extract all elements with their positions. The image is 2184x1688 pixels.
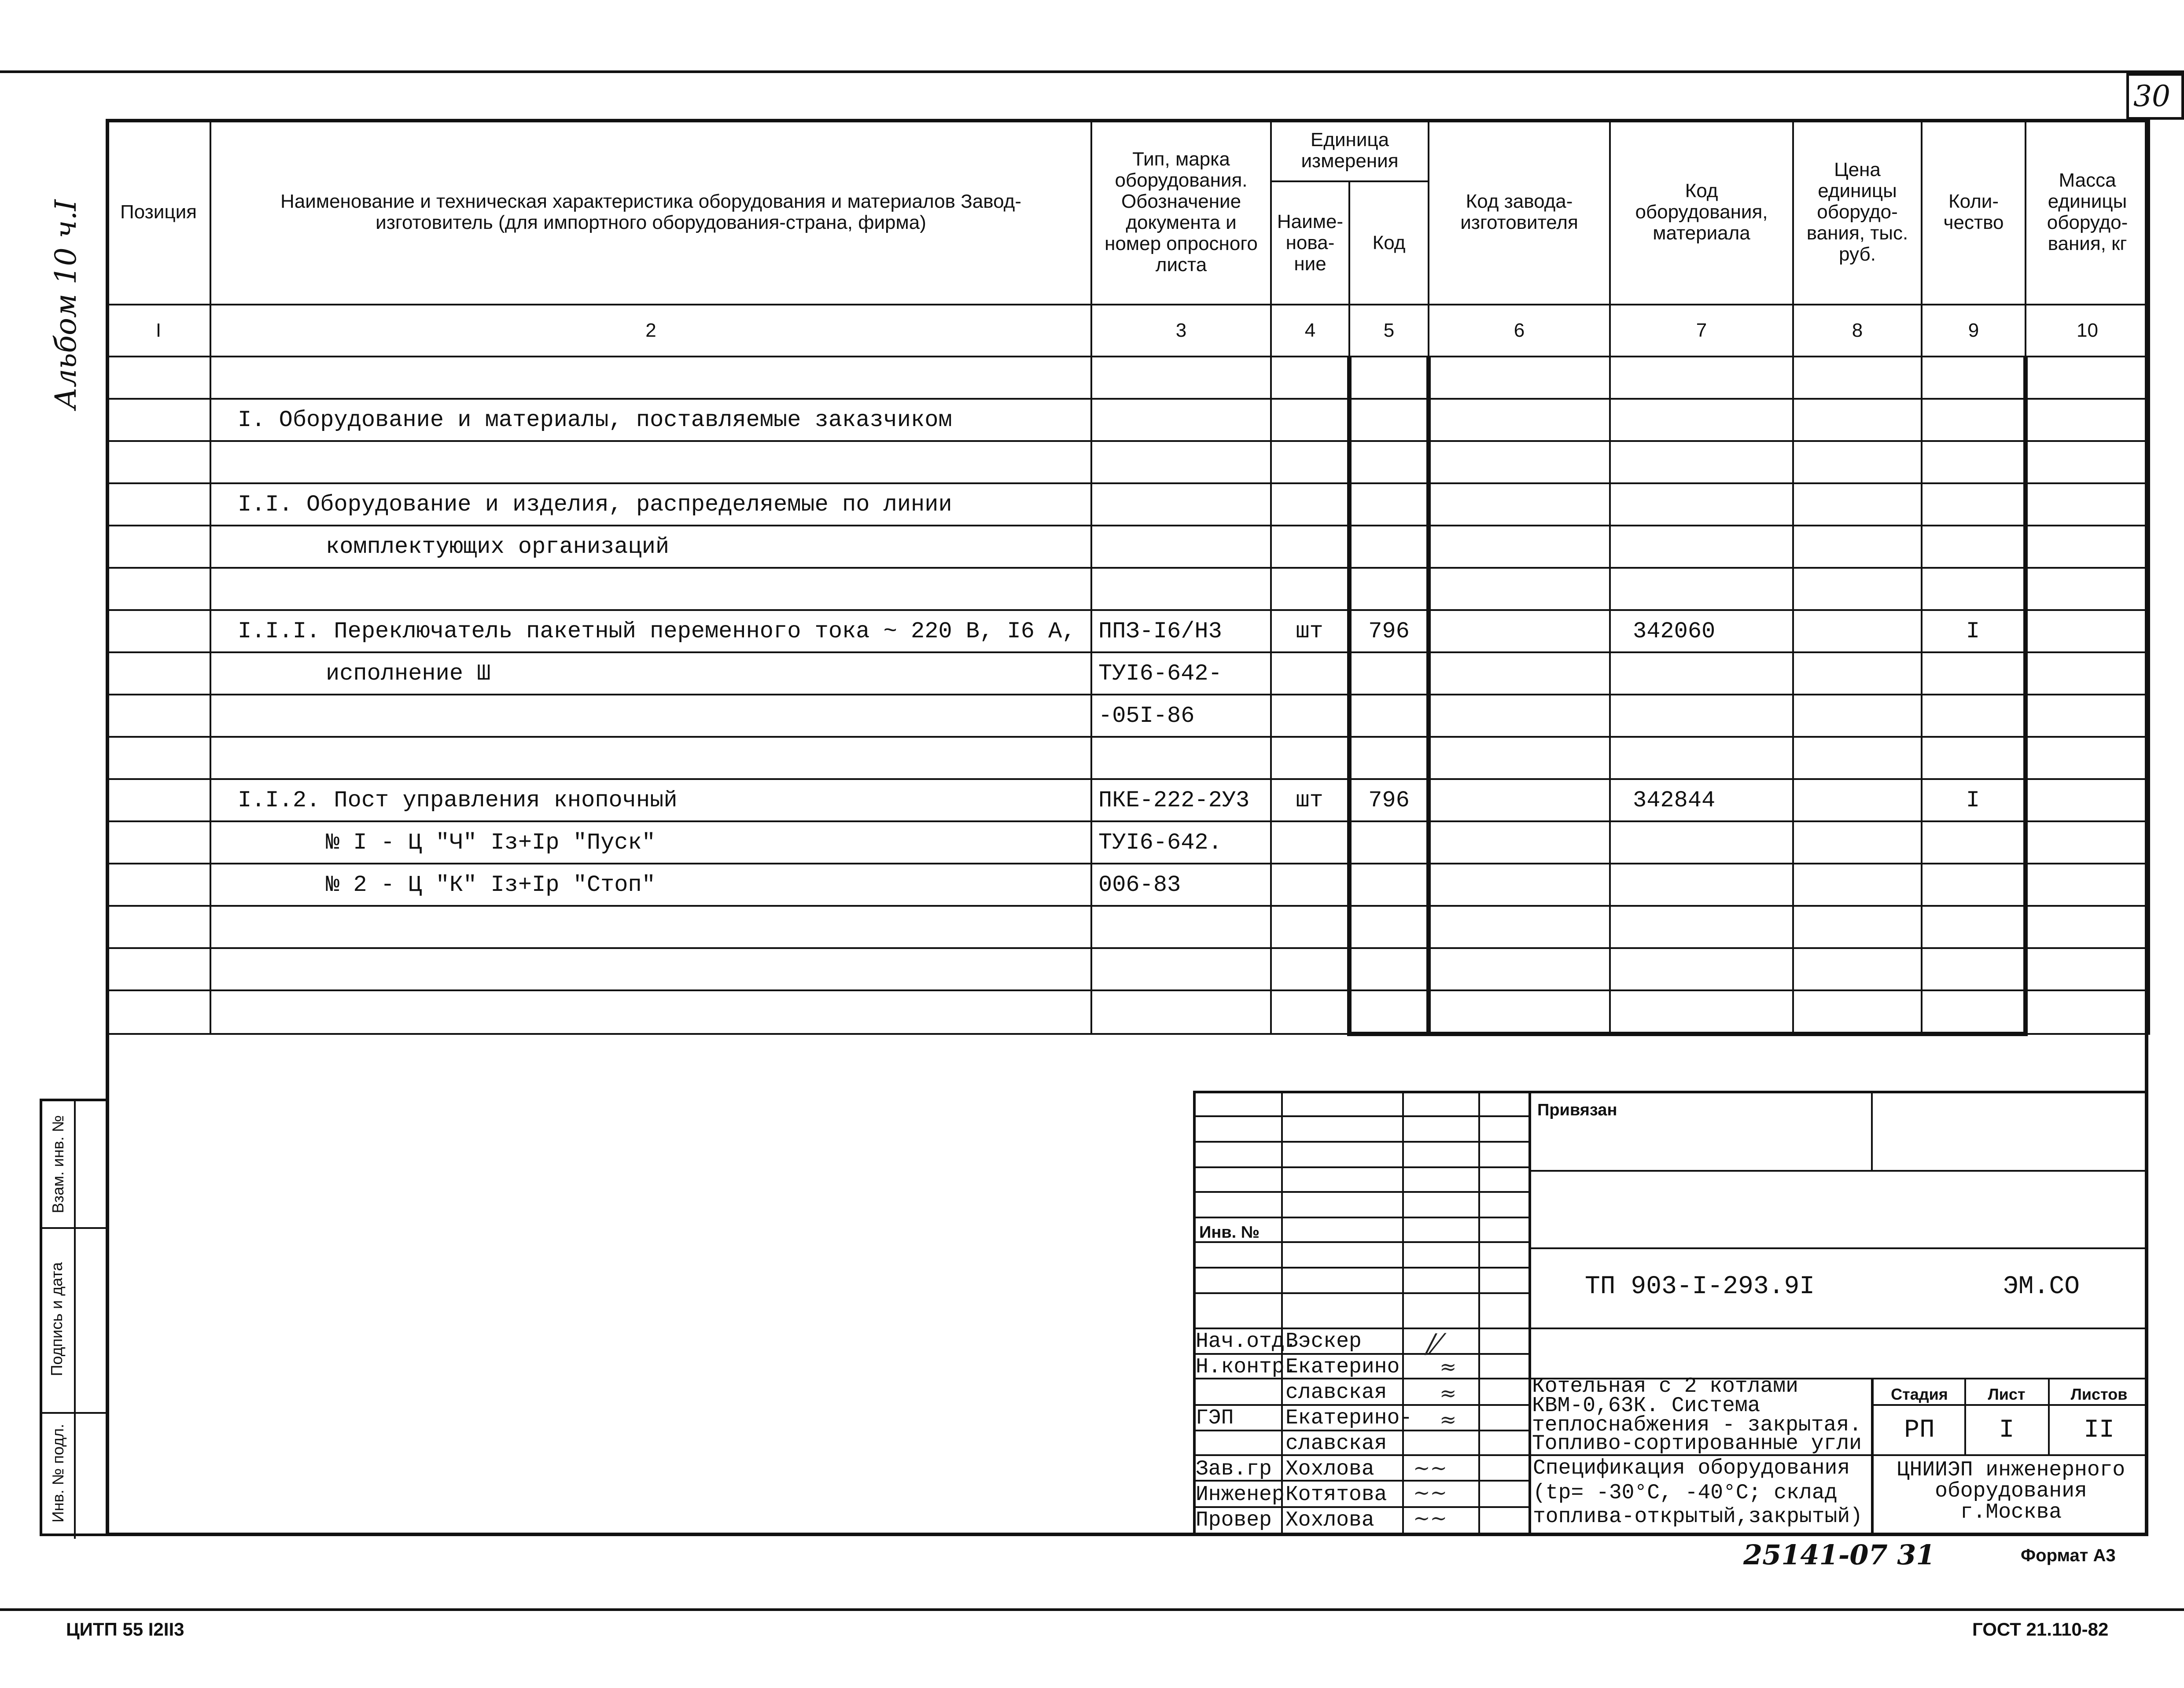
col-number: 7 — [1610, 305, 1793, 357]
cell-price — [1793, 652, 1922, 695]
inv-orig-label: Инв. № подл. — [49, 1423, 67, 1523]
cell-mass — [2026, 990, 2149, 1034]
col-number: 4 — [1271, 305, 1349, 357]
col-number: 2 — [210, 305, 1091, 357]
cell-factory-code — [1429, 399, 1610, 441]
cell-factory-code — [1429, 357, 1610, 399]
cell-quantity — [1922, 948, 2026, 990]
cell-unit-code — [1349, 948, 1429, 990]
cell-equipment-code — [1610, 864, 1793, 906]
cell-type — [1091, 399, 1271, 441]
cell-quantity: I — [1922, 779, 2026, 821]
cell-type: ППЗ-I6/Н3 — [1091, 610, 1271, 652]
cell-unit-code — [1349, 652, 1429, 695]
cell-unit-code — [1349, 483, 1429, 526]
cell-mass — [2026, 652, 2149, 695]
cell-type: 006-83 — [1091, 864, 1271, 906]
cell-unit-name: шт — [1271, 779, 1349, 821]
project-title-3: теплоснабжения - закрытая. — [1532, 1413, 1862, 1437]
cell-price — [1793, 821, 1922, 864]
cell-position — [107, 357, 210, 399]
cell-price — [1793, 526, 1922, 568]
cell-factory-code — [1429, 568, 1610, 610]
cell-position — [107, 737, 210, 779]
cell-position — [107, 821, 210, 864]
specification-table — [106, 119, 2150, 1036]
table-row — [107, 441, 2149, 483]
cell-type — [1091, 526, 1271, 568]
col-number: I — [107, 305, 210, 357]
cell-price — [1793, 948, 1922, 990]
cell-equipment-code: 342844 — [1610, 779, 1793, 821]
col-number: 3 — [1091, 305, 1271, 357]
header-price: Цена единицы оборудо-вания, тыс. руб. — [1793, 120, 1922, 305]
cell-quantity — [1922, 737, 2026, 779]
cell-equipment-code — [1610, 483, 1793, 526]
cell-type — [1091, 483, 1271, 526]
cell-position — [107, 948, 210, 990]
project-title-2: КВМ-0,63К. Система — [1532, 1394, 1760, 1418]
cell-name: I.I.I. Переключатель пакетный переменного тока ~ 220 В, I6 А, — [210, 610, 1091, 652]
cell-name: № I - Ц "Ч" Iз+Iр "Пуск" — [210, 821, 1091, 864]
cell-unit-name: шт — [1271, 610, 1349, 652]
org-line-3: г.Москва — [1960, 1500, 2062, 1524]
cell-unit-name — [1271, 652, 1349, 695]
cell-price — [1793, 357, 1922, 399]
cell-quantity: I — [1922, 610, 2026, 652]
page-number-box — [2126, 73, 2184, 120]
cell-unit-code — [1349, 906, 1429, 948]
table-row — [107, 357, 2149, 399]
person-name: Котятова — [1285, 1483, 1387, 1507]
cell-price — [1793, 864, 1922, 906]
cell-name — [210, 357, 1091, 399]
cell-equipment-code — [1610, 990, 1793, 1034]
cell-quantity — [1922, 526, 2026, 568]
cell-mass — [2026, 399, 2149, 441]
cell-position — [107, 399, 210, 441]
person-role: Инженер — [1196, 1483, 1285, 1507]
cell-mass — [2026, 441, 2149, 483]
sheet-title-3: топлива-открытый,закрытый) — [1533, 1505, 1863, 1529]
cell-quantity — [1922, 652, 2026, 695]
cell-name — [210, 695, 1091, 737]
cell-quantity — [1922, 864, 2026, 906]
sheets-value: II — [2084, 1416, 2114, 1445]
cell-factory-code — [1429, 695, 1610, 737]
person-name: славская — [1285, 1432, 1387, 1456]
cell-quantity — [1922, 399, 2026, 441]
cell-unit-name — [1271, 568, 1349, 610]
cell-type — [1091, 948, 1271, 990]
cell-position — [107, 779, 210, 821]
cell-name — [210, 568, 1091, 610]
cell-mass — [2026, 821, 2149, 864]
cell-unit-name — [1271, 357, 1349, 399]
cell-name — [210, 737, 1091, 779]
cell-factory-code — [1429, 652, 1610, 695]
cell-type — [1091, 441, 1271, 483]
table-row — [107, 695, 2149, 737]
doc-code: ТП 903-I-293.9I — [1585, 1272, 1815, 1301]
cell-factory-code — [1429, 737, 1610, 779]
cell-unit-name — [1271, 526, 1349, 568]
sheet-title-2: (tр= -30°С, -40°С; склад — [1533, 1481, 1838, 1505]
cell-factory-code — [1429, 441, 1610, 483]
cell-mass — [2026, 357, 2149, 399]
project-title-4: Топливо-сортированные угли — [1532, 1432, 1862, 1456]
cell-factory-code — [1429, 779, 1610, 821]
cell-price — [1793, 990, 1922, 1034]
cell-type — [1091, 906, 1271, 948]
cell-type: ТУI6-642. — [1091, 821, 1271, 864]
cell-equipment-code — [1610, 695, 1793, 737]
cell-equipment-code — [1610, 441, 1793, 483]
header-unit-group: Единица измерения — [1271, 120, 1429, 181]
cell-mass — [2026, 526, 2149, 568]
swap-inv-label: Взам. инв. № — [49, 1115, 67, 1214]
cell-name: исполнение Ш — [210, 652, 1091, 695]
cell-type — [1091, 990, 1271, 1034]
album-label: Альбом 10 ч.I — [49, 199, 83, 409]
cell-price — [1793, 779, 1922, 821]
cell-name — [210, 441, 1091, 483]
attached-label: Привязан — [1537, 1101, 1617, 1119]
table-row — [107, 990, 2149, 1034]
cell-unit-name — [1271, 990, 1349, 1034]
person-name: Екатерино — [1285, 1355, 1400, 1379]
signature-5: ~~ — [1413, 1456, 1447, 1480]
cell-factory-code — [1429, 990, 1610, 1034]
cell-position — [107, 610, 210, 652]
cell-unit-code: 796 — [1349, 610, 1429, 652]
person-name: Вэскер — [1285, 1330, 1362, 1353]
cell-unit-name — [1271, 906, 1349, 948]
sheet-label: Лист — [1988, 1385, 2026, 1403]
table-row — [107, 948, 2149, 990]
cell-position — [107, 990, 210, 1034]
signature-2: ≈ — [1440, 1355, 1457, 1379]
cell-unit-code — [1349, 526, 1429, 568]
signature-7: ~~ — [1413, 1506, 1447, 1530]
header-unit-code: Код — [1349, 181, 1429, 305]
cell-price — [1793, 737, 1922, 779]
sheets-label: Листов — [2070, 1385, 2128, 1403]
table-row — [107, 737, 2149, 779]
inv-no-label: Инв. № — [1199, 1223, 1260, 1242]
cell-unit-code — [1349, 695, 1429, 737]
cell-name: I.I.2. Пост управления кнопочный — [210, 779, 1091, 821]
cell-type — [1091, 357, 1271, 399]
person-role: Провер — [1196, 1508, 1272, 1532]
signature-3: ≈ — [1440, 1381, 1457, 1405]
cell-name: комплектующих организаций — [210, 526, 1091, 568]
cell-unit-name — [1271, 737, 1349, 779]
cell-equipment-code — [1610, 526, 1793, 568]
page-number: 30 — [2133, 79, 2170, 113]
table-row — [107, 864, 2149, 906]
cell-position — [107, 441, 210, 483]
side-stamp — [40, 1099, 109, 1536]
header-type: Тип, марка оборудования. Обозначение документа и номер опросного листа — [1091, 120, 1271, 305]
person-name: Екатерино- — [1285, 1406, 1413, 1430]
cell-unit-code — [1349, 990, 1429, 1034]
cell-position — [107, 526, 210, 568]
cell-name: № 2 - Ц "К" Iз+Iр "Стоп" — [210, 864, 1091, 906]
cell-unit-name — [1271, 399, 1349, 441]
person-name: Хохлова — [1285, 1457, 1374, 1481]
header-name: Наименование и техническая характеристика оборудования и материалов Завод-изготовитель (для импортного оборудования-страна, фирма) — [210, 120, 1091, 305]
format-label: Формат А3 — [2021, 1546, 2116, 1565]
header-mass: Масса единицы оборудо-вания, кг — [2026, 120, 2149, 305]
cell-price — [1793, 441, 1922, 483]
sign-date-label: Подпись и дата — [48, 1262, 66, 1376]
cell-mass — [2026, 610, 2149, 652]
cell-unit-code — [1349, 399, 1429, 441]
cell-name: I. Оборудование и материалы, поставляемые заказчиком — [210, 399, 1091, 441]
signature-6: ~~ — [1413, 1481, 1447, 1504]
cell-type: -05I-86 — [1091, 695, 1271, 737]
table-row — [107, 526, 2149, 568]
stage-value: РП — [1904, 1416, 1935, 1445]
cell-equipment-code — [1610, 568, 1793, 610]
cell-quantity — [1922, 990, 2026, 1034]
cell-unit-name — [1271, 948, 1349, 990]
org-line-2: оборудования — [1935, 1479, 2087, 1503]
cell-mass — [2026, 483, 2149, 526]
cell-quantity — [1922, 695, 2026, 737]
cell-equipment-code — [1610, 652, 1793, 695]
cell-equipment-code — [1610, 906, 1793, 948]
cell-type: ПКЕ-222-2У3 — [1091, 779, 1271, 821]
cell-factory-code — [1429, 864, 1610, 906]
col-number: 6 — [1429, 305, 1610, 357]
header-position: Позиция — [107, 120, 210, 305]
cell-position — [107, 568, 210, 610]
cell-unit-name — [1271, 821, 1349, 864]
cell-unit-code — [1349, 864, 1429, 906]
table-row — [107, 779, 2149, 821]
person-role: Нач.отд. — [1196, 1330, 1297, 1353]
table-row — [107, 652, 2149, 695]
cell-equipment-code — [1610, 948, 1793, 990]
cell-type — [1091, 737, 1271, 779]
cell-unit-name — [1271, 695, 1349, 737]
cell-factory-code — [1429, 821, 1610, 864]
col-number: 5 — [1349, 305, 1429, 357]
cell-factory-code — [1429, 483, 1610, 526]
cell-price — [1793, 399, 1922, 441]
cell-mass — [2026, 568, 2149, 610]
person-name: Хохлова — [1285, 1508, 1374, 1532]
cell-type: ТУI6-642- — [1091, 652, 1271, 695]
cell-quantity — [1922, 821, 2026, 864]
sheet-value: I — [1999, 1416, 2015, 1445]
bottom-left-code: ЦИТП 55 I2II3 — [66, 1619, 184, 1640]
cell-mass — [2026, 779, 2149, 821]
table-row — [107, 568, 2149, 610]
table-row — [107, 483, 2149, 526]
cell-mass — [2026, 864, 2149, 906]
table-row — [107, 821, 2149, 864]
signature-4: ≈ — [1440, 1408, 1457, 1431]
archive-number: 25141-07 31 — [1743, 1539, 1935, 1571]
person-role: Зав.гр — [1196, 1457, 1272, 1481]
table-row — [107, 906, 2149, 948]
cell-mass — [2026, 695, 2149, 737]
cell-unit-code: 796 — [1349, 779, 1429, 821]
cell-unit-name — [1271, 483, 1349, 526]
stage-label: Стадия — [1891, 1385, 1948, 1403]
header-factory-code: Код завода-изготовителя — [1429, 120, 1610, 305]
cell-price — [1793, 695, 1922, 737]
person-role: ГЭП — [1196, 1406, 1234, 1430]
sheet-title-1: Спецификация оборудования — [1533, 1456, 1850, 1480]
header-unit-name: Наиме-нова-ние — [1271, 181, 1349, 305]
cell-price — [1793, 483, 1922, 526]
cell-factory-code — [1429, 610, 1610, 652]
cell-unit-code — [1349, 441, 1429, 483]
col-number: 9 — [1922, 305, 2026, 357]
cell-price — [1793, 568, 1922, 610]
person-name: славская — [1285, 1381, 1387, 1405]
table-row — [107, 399, 2149, 441]
cell-factory-code — [1429, 906, 1610, 948]
cell-equipment-code — [1610, 821, 1793, 864]
cell-factory-code — [1429, 526, 1610, 568]
cell-name — [210, 948, 1091, 990]
cell-equipment-code — [1610, 357, 1793, 399]
cell-price — [1793, 906, 1922, 948]
cell-factory-code — [1429, 948, 1610, 990]
col-number: 10 — [2026, 305, 2149, 357]
cell-mass — [2026, 737, 2149, 779]
cell-name — [210, 990, 1091, 1034]
org-line-1: ЦНИИЭП инженерного — [1897, 1458, 2125, 1482]
cell-unit-code — [1349, 357, 1429, 399]
cell-equipment-code — [1610, 737, 1793, 779]
cell-unit-code — [1349, 821, 1429, 864]
cell-name — [210, 906, 1091, 948]
cell-unit-code — [1349, 737, 1429, 779]
cell-quantity — [1922, 568, 2026, 610]
cell-price — [1793, 610, 1922, 652]
doc-suffix: ЭМ.СО — [2003, 1272, 2080, 1301]
cell-position — [107, 695, 210, 737]
cell-mass — [2026, 906, 2149, 948]
cell-position — [107, 652, 210, 695]
cell-unit-name — [1271, 864, 1349, 906]
table-row — [107, 610, 2149, 652]
cell-name: I.I. Оборудование и изделия, распределяемые по линии — [210, 483, 1091, 526]
cell-position — [107, 864, 210, 906]
cell-equipment-code: 342060 — [1610, 610, 1793, 652]
col-number: 8 — [1793, 305, 1922, 357]
cell-quantity — [1922, 483, 2026, 526]
cell-position — [107, 483, 210, 526]
signature-1: /⁄ — [1426, 1328, 1440, 1359]
gost-reference: ГОСТ 21.110-82 — [1972, 1619, 2109, 1640]
person-role: Н.контр. — [1196, 1355, 1297, 1379]
cell-quantity — [1922, 441, 2026, 483]
header-quantity: Коли-чество — [1922, 120, 2026, 305]
cell-mass — [2026, 948, 2149, 990]
header-equipment-code: Код оборудования, материала — [1610, 120, 1793, 305]
cell-quantity — [1922, 357, 2026, 399]
project-title-1: Котельная с 2 котлами — [1532, 1375, 1798, 1398]
cell-quantity — [1922, 906, 2026, 948]
title-block — [1193, 1091, 2148, 1536]
cell-unit-code — [1349, 568, 1429, 610]
cell-equipment-code — [1610, 399, 1793, 441]
cell-position — [107, 906, 210, 948]
cell-unit-name — [1271, 441, 1349, 483]
cell-type — [1091, 568, 1271, 610]
